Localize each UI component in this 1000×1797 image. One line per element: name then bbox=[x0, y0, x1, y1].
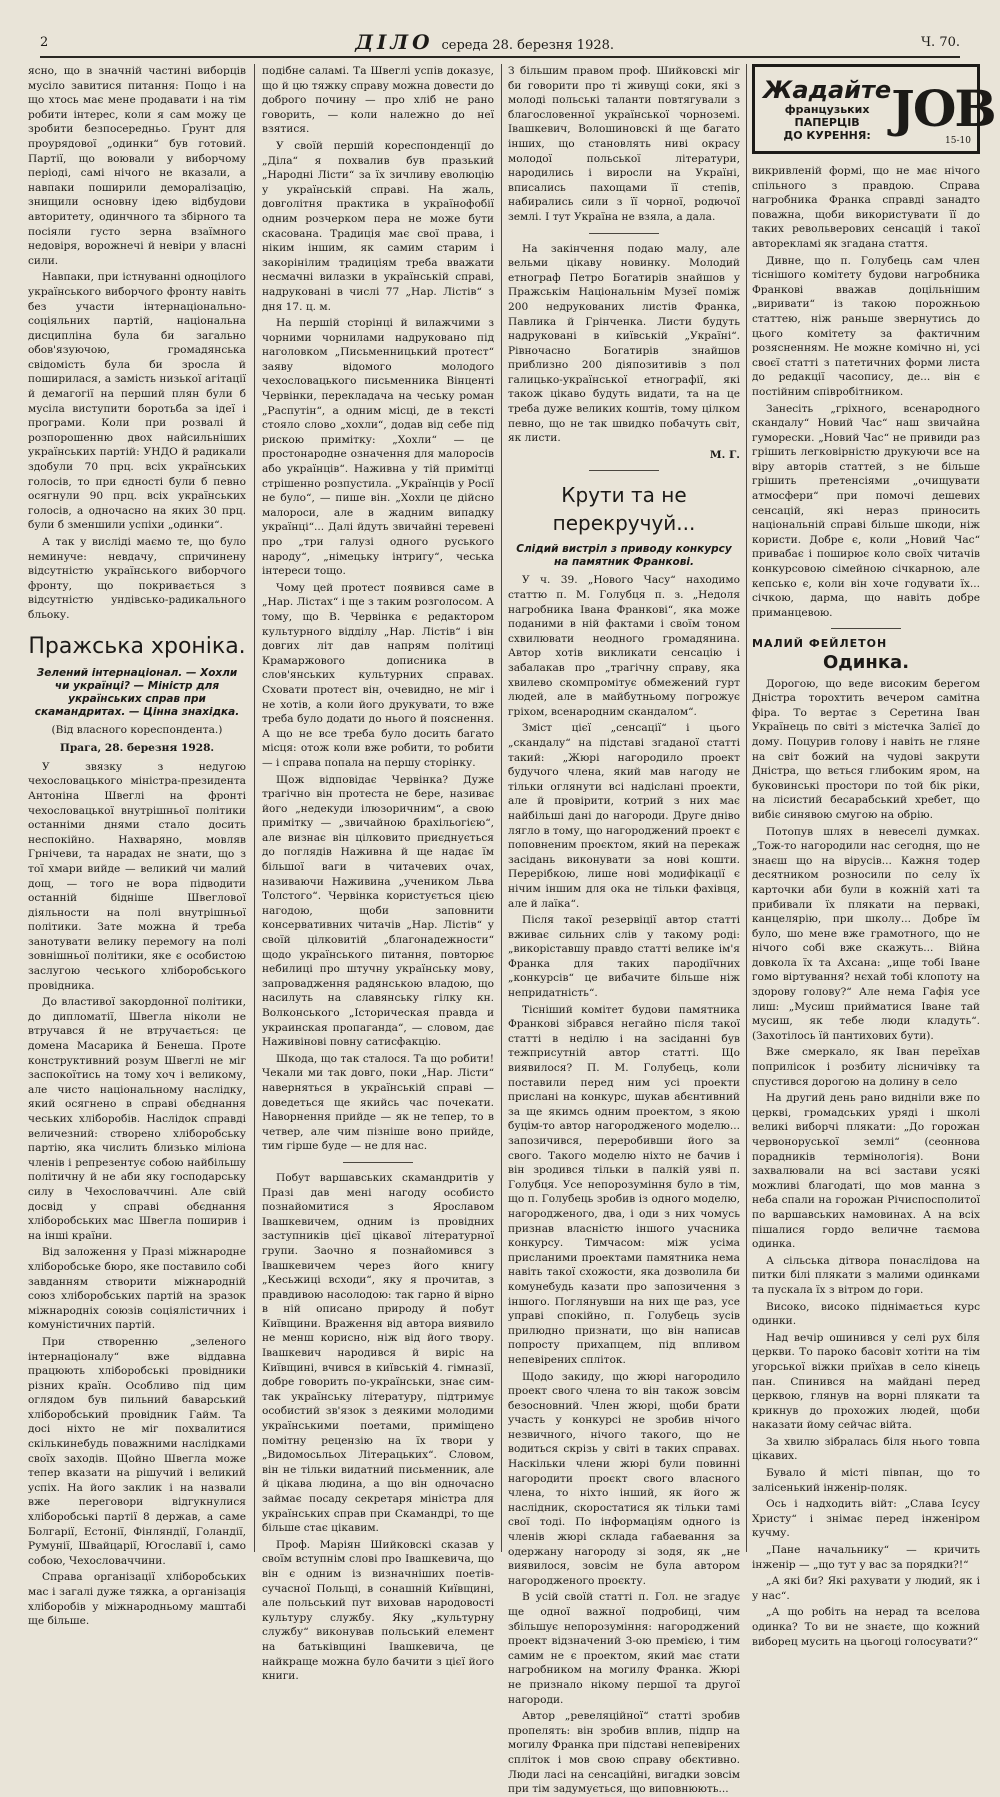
ad-brand-logo: JOB bbox=[891, 78, 995, 138]
paragraph: Навпаки, при істнуванні одноцілого українського виборчого фронту навіть без участи інтернаціонально-соціяльних партій, національна дисципліна була би загально обов'язуючою, громадянська свідомість була би зросла й поширилася, а замість низької агітації й демагогії на перший плян були б мусіла виступити боротьба за ідеї і програми. Коли при розвалі й розпорошенню двох найсильніших українських партій: УНДО й радикали здобули 70 прц. всіх українських голосів, то при єдності були б певно осягнули 90 прц. всіх українських голосів, а одночасно на яких 30 прц. були б зменшили успіхи „одинки“. bbox=[28, 271, 246, 532]
paragraph: На другий день рано видніли вже по церкві, громадських уряді і школі великі виборчі плякати: „До горожан червоноруської землі“ (сеоннова порадників термінологія). Вони захвалювали на всі застави усякі можливі благодаті, що мов манна з неба спали на горожан Річиспосполитої по варшавських намовинах. А на всіх пішалися гордо величне таємова одинка. bbox=[752, 1092, 980, 1251]
paragraph: ясно, що в значній частині виборців мусіло завитися питання: Пощо і на що хтось має мене продавати і на тім робити інтерес, коли я сам можу це зробити безпосередньо. Ґрунт для проурядової „одинки“ був готовий. Партії, що воювали у виборчому періоді, самі нічого не вказали, а навпаки поширили деморалізацію, знищили основну ідею відбудови авторитету, одинчного та збірного та посіяли густо зерна взаїмного недовіря, ворожнечі й невіри у власні сили. bbox=[28, 65, 246, 267]
section-divider bbox=[831, 628, 901, 629]
paragraph: Вже смеркало, як Іван переїхав поприлісок і розбиту лісничівку та спустився дорогою на долину в село bbox=[752, 1046, 980, 1088]
paragraph: Автор „ревеляційної“ статті зробив пропелять: він зробив вплив, підпр на могилу Франка при підставі непевірених спліток і мов свою справу обєктивно. Люди ласі на сенсаційні, вигадки зовсім при тім задумується, що виповнюють... bbox=[508, 1710, 740, 1796]
ad-text bbox=[763, 77, 891, 142]
paragraph: За хвилю зібралась біля нього товпа цікавих. bbox=[752, 1435, 980, 1463]
paragraph: Дорогою, що веде високим берегом Дністра торохтить вечером самітна фіра. То вертає з Серетина Іван Українець по світі з містечка Залієї до дому. Поцурив голову і навіть не гляне на світ божий на чудові закрути Дністра, що вється глибоким яром, на буковинські простори по той бік ріки, на лісистий бесарабський хребет, що вибіє синявою смугою на обрію. bbox=[752, 677, 980, 821]
issue-number: Ч. 70. bbox=[921, 34, 960, 50]
paragraph: „Пане начальнику“ — кричить інженір — „що тут у вас за порядки?!“ bbox=[752, 1544, 980, 1571]
paragraph: З більшим правом проф. Шийковскі міг би говорити про ті живущі соки, які з молоді польські таланти повтягували з благословенної української чорноземі. Івашкевич, Волошиновскі й ще багато інших, що становлять ниві окрасу молодої польської літератури, народились і виросли на Україні, вписались пахощами її степів, набирались сили з її чорної, родючої землі. І тут Україна не взяла, а дала. bbox=[508, 65, 740, 223]
section-divider bbox=[343, 1162, 413, 1163]
paragraph: Від заложення у Празі міжнародне хліборобське бюро, яке поставило собі завданням створити міжнародній союз хліборобських партій на зразок міжнародніх союзів соціялістичних і комуністичних партій. bbox=[28, 1246, 246, 1332]
newspaper-title: ДІЛО bbox=[355, 30, 434, 54]
paragraph: „А які би? Які рахувати у людий, як і у нас“. bbox=[752, 1575, 980, 1602]
paragraph: Над вечір ошинився у селі рух біля церкви. То пароко басовіт хотіти на тім угорської віжки приїхав в село кінець пан. Спинився на майдані перед церквою, глянув на ворні плякати та крикнув до прохожих людей, щоби наказати йому сейчас війта. bbox=[752, 1331, 980, 1432]
paragraph: На першій сторінці й вилажчими з чорними чорнилами надруковано під наголовком „Письменницький протест“ заяву відомого молодого чехословацького письменника Вінценті Червінки, перекладача на чеську роман „Распутін“, а одним місці, де в тексті стояло слово „хохли“, додав від себе під рискою примітку: „Хохли“ — це простонародне означення для малоросів або українців“. Наживна у тій примітці стрішенно розпустила. „Українців у Росії не було“, — пише він. „Хохли це дійсно малороси, але в жадним випадку українці“... Далі йдуть звичайні теревені про „три галузі одного руського народу“, „німецьку інтригу“, чеська інтереси тощо. bbox=[262, 317, 494, 578]
masthead bbox=[40, 28, 960, 58]
paragraph: Дивне, що п. Голубець сам член тіснішого комітету будови нагробника Франкові вважав доцільнішим „виривати“ із такою порожньою статтею, ніж раньше звернутись до цього комітету за фактичним розясненням. Не можне комічно ні, усі своєї статті з патетичних форми листа до редакції часопису, де... він є постійним співробітником. bbox=[752, 254, 980, 398]
paragraph: Занесіть „гріхного, всенародного скандалу“ Новий Час“ наш звичайна гуморески. „Новий Час“ не привиди раз грішить легковірністю друкуючи все на віру авторів статтей, з не більше грішить претенсіями „очищувати атмосфери“ при помочі дешевих сенсацій, які нераз приносить національній справі більше шкоди, ніж користи. Добре є, коли „Новий Час“ привабає і поширює коло своїх читачів конкурсовою сімейною січкарною, але кепсько є, коли він хоче годувати їх... січкою, дарма, що навіть добре приманцевою. bbox=[752, 402, 980, 619]
dateline: Прага, 28. березня 1928. bbox=[59, 742, 215, 755]
section-divider bbox=[589, 233, 659, 234]
paragraph: викривленій формі, що не має нічого спільного з правдою. Справа нагробника Франка справді занадто поважна, щоби використувати її до таких револьверових сенсацій і такої авторекламі як згадана стаття. bbox=[752, 165, 980, 250]
paragraph: У звязку з недугою чехословацького міністра-президента Антоніна Швеглі на фронті чехословацької внутрішньої політики останніми днями стало досить неспокійно. Нахваряно, мовляв Грнічеви, та нарадах не знати, що з тої хмари вийде — великий чи малий дощ, — того не вора підводити останній бідніше Швеглової діяльности на полі внутрішньої політики. Зате можна й треба занотувати велику перемогу на полі зовнішньої політики, яке є особистою заслугою чеського хліборобського провідника. bbox=[28, 760, 246, 992]
column-3 bbox=[508, 64, 740, 1796]
paragraph: На закінчення подаю малу, але вельми цікаву новинку. Молодий етнограф Петро Богатирів знайшов у Пражськім Національнім Музеї поміж 200 недрукованих листів Франка, Павлика й Грінченка. Листи будуть надруковані в київській „Україні“. Рівночасно Богатирів знайшов приблизно 200 діяпозитивів з пол галицько-української етнографії, які також цікаво будуть видати, та на це треба дуже великих коштів, тому цілком певно, що не так швидко побачуть світ, як листи. bbox=[508, 242, 740, 445]
paragraph: Чому цей протест появився саме в „Нар. Лістах“ і ще з таким розголосом. А тому, що В. Червінка є редактором культурного відділу „Нар. Лістів“ і він довгих літ дав напрям політиці Крамаржового дописника в слов'янських культурних справах. Сховати протест він, очевидно, не міг і не хотів, а коли його друкувати, то вже треба було додати до нього й пояснення. А що не все треба було досить багато місця: отож коли вже робити, то робити — і справа попала на першу сторінку. bbox=[262, 581, 494, 769]
column-rule bbox=[746, 64, 747, 1552]
ad-line: ПАПЕРЦІВ bbox=[794, 115, 860, 129]
paragraph: Бувало й місті півпан, що то залісенький інженір-поляк. bbox=[752, 1467, 980, 1494]
section-divider bbox=[589, 470, 659, 471]
issue-date: середа 28. березня 1928. bbox=[441, 38, 615, 53]
ad-line: французьких bbox=[784, 102, 870, 116]
correspondent-note: (Від власного кореспондента.) bbox=[51, 723, 223, 736]
signature: М. Г. bbox=[709, 448, 740, 461]
paragraph: До властивої закордонної політики, до дипломатії, Швегла ніколи не втручався й не втручається: це домена Масарика й Бенеша. Проте конструктивний розум Швеглі не міг заспокоїтись на тому хоч і великому, але чисто національному наслідку, який осягнено в справі обєднання чеських хліборобів. Наслідок справді величезний: створено хліборобську партію, яка числить близько міліона членів і репрезентує собою найбільшу політичну й не аби яку господарську силу в Чехословаччині. Але свій досвід у справі обєднання хліборобських мас Швегла поширив і на інші країни. bbox=[28, 996, 246, 1242]
chronicle-subtitle: Зелений інтернаціонал. — Хохли чи українці? — Міністр для українських справ при скамандритах. — Цінна знахідка. bbox=[34, 666, 240, 718]
article-headline: Крути та не перекручуй... bbox=[552, 483, 696, 536]
page-number: 2 bbox=[40, 34, 49, 50]
column-2 bbox=[262, 64, 494, 1683]
paragraph: Потопув шлях в невеселі думках. „Тож-то нагородили нас сегодня, що не знаєш що на вірусів... Кажня тодер десятником розносили по селу їх карточки аби були в кожній хаті та прибивали їх плякати на первакі, канцелярію, при школу... Добре їм було, шо мене вже грамотного, що не нічого собі вже скажуть... Війна довкола їх та Ахсана: „ище тобі Іване гомо віртування? нєхай тобі клопоту на здорову голову?“ Але нема Гафія усе лиш: „Мусиш прийматися Іване тай мусиш, як тебе люди кладуть“. (Захотілось їй пантихових бути). bbox=[752, 825, 980, 1042]
paragraph: У своїй першій кореспонденції до „Діла“ я похвалив був празький „Народні Лісти“ за їх зичливу еволюцію у українській справі. На жаль, довголітня практика в українофобії одним розчерком пера не може бути скасована. Традиція має свої права, і ніким іншим, як самим старим і закорінілим традиціям треба вважати несмачні вилазки в українській справі, надруковані в числі 77 „Нар. Лістів“ з дня 17. ц. м. bbox=[262, 139, 494, 313]
column-rule bbox=[501, 64, 502, 1552]
masthead-center bbox=[355, 30, 614, 54]
chronicle-headline: Пражська хроніка. bbox=[28, 633, 246, 659]
paragraph: Щож відповідає Червінка? Дуже трагічно він протеста не бере, називає його „недекуди ілюзоричним“, а свою примітку — „звичайною брахільогією“, але визнає він цілковито приєднується до поглядів Наживна й ще надає їм більшої ваги в читачевих очах, називаючи Наживина „учеником Льва Толстого“. Червінка користується цією нагодою, щоби заповнити консервативних читачів „Нар. Лістів“ у своїй цілковитій „благонадежности“ щодо українського питання, повторює небилиці про штучну українську мову, запровадження радянською владою, що насилуть на славянську гілку кн. Волконського „Історическая правда и украинская пропаганда“, — словом, дає Наживінові повну сатисфакцію. bbox=[262, 773, 494, 1049]
paragraph: Побут варшавських скамандритів у Празі дав мені нагоду особисто познайомитися з Ярославом Івашкевичем, одним із провідних заступників цієї цікавої літературної групи. Заочно я познайомився з Івашкевичем через його книгу „Кесьжиці всходи“, яку я прочитав, з правдивою насолодою: так гарно й вірно в ній описано природу й побут Київщини. Враження від автора виявило не менш корисно, ніж від його твору. Івашкевич народився й виріс на Київщині, вчився в київській 4. гімназії, добре говорить по-українськи, знає сим-так українську літературу, підтримує особистий зв'язок з деякими молодими українськими поетами, приміщено помітну рецензію на їх твори у „Видомосьльох Літерацьких“. Словом, він не тільки видатний письменник, але й цікава людина, а що він одночасно займає посаду секретаря міністра для українських справ при Скамандрі, то ще більше стає цікавим. bbox=[262, 1171, 494, 1535]
paragraph: подібне саламі. Та Швеглі успів доказує, що й цю тяжку справу можна довести до доброго почину — про хліб не рано говорить, — коли належно до неї взятися. bbox=[262, 65, 494, 136]
job-advertisement bbox=[752, 64, 995, 154]
paragraph: При створенню „зеленого інтернаціоналу“ вже віддавна працюють хліборобські провідники різних країн. Особливо під цим оглядом був пильний баварський хліборобський провідник Гайм. Та досі ніхто не міг похвалитися скількинебудь поважними наслідками своїх заходів. Щойно Швегла може тепер вказати на рішучий і великий успіх. На його заклик і на назвали вже переговори відгукнулися хліборобські партії 8 держав, а саме Болгарії, Естонії, Фінляндії, Голандії, Румунії, Швайцарії, Югославії і, само собою, Чехословаччини. bbox=[28, 1335, 246, 1567]
column-1 bbox=[28, 64, 246, 1628]
paragraph: У ч. 39. „Нового Часу“ находимо статтю п. М. Голубця п. з. „Недоля нагробника Івана Франкові“, яка може поданими в ній фактами і своїм тоном схвилювати неодного громадянина. Автор хотів викликати сенсацію і забалакав про „трагічну справу, яка хвилево скомпромітує обмежений гурт людей, але в майбутньому погрожує гріхом, всенародним скандалом“. bbox=[508, 574, 740, 718]
paragraph: Проф. Маріян Шийковскі сказав у своїм вступнім слові про Івашкевича, що він є одним із визначніших поетів-сучасної Польщі, в сонашній Київщині, але польський пут виховав народовості культуру службу. Яку „культурну службу“ виконував польський елемент на батьківщині Івашкевича, це найкраще можна було бачити з цієї його книги. bbox=[262, 1538, 494, 1683]
paragraph: Шкода, що так сталося. Та що робити! Чекали ми так довго, поки „Нар. Лісти“ наверняться в українській справі — доведеться ще якийсь час почекати. Наворнення прийде — як не тепер, то в четвер, але чим пізніше воно прийде, тим гірше буде — не для нас. bbox=[262, 1052, 494, 1153]
ad-headline: Жадайте bbox=[763, 75, 892, 104]
paragraph: В усій своїй статті п. Гол. не згадує ще одної важної подробиці, чим збільшує непорозуміння: нагороджений проект відзначений 3-ою премією, і тим самим не є проектом, який має стати нагробником на могилу Франка. Жюрі не признало нікому першої та другої нагороди. bbox=[508, 1591, 740, 1706]
paragraph: Високо, високо піднімається курс одинки. bbox=[752, 1300, 980, 1328]
paragraph: „А що робіть на нерад та вселова одинка? То ви не знаєте, що кожний виборец мусить на цьогоці голосувати?“ bbox=[752, 1606, 980, 1648]
column-rule bbox=[254, 64, 255, 1552]
column-4 bbox=[752, 64, 995, 1648]
paragraph: Щодо закиду, що жюрі нагородило проект свого члена то він також зовсім безосновний. Член жюрі, щоби брати участь у конкурсі не зробив нічого незвичного, нічого такого, що не водиться скрізь у світі в таких справах. Наскільки члени жюрі були повинні нагородити проєкт свого власного члена, то ніхто інший, як його ж наслідник, скоростатися як тільки тамі свої тоді. По інформаціям одного із членів жюрі склада габаевання за одержану нагороду зі зодя, як „не виявилося, зовсім не була автором нагородженого проєкту. bbox=[508, 1370, 740, 1587]
paragraph: Тісніший комітет будови памятника Франкові зібрався негайно після такої статті в неділю і на засіданні був тежприсутній автор статті. Що виявилося? П. М. Голубець, коли поставили перед ним усі проекти прислані на конкурс, шукав абєнтивний за ще якимсь одним проектом, з якою буцім-то автор нагородженого моделю... запозичився, переробивши його за свого. Такого моделю ніхто не бачив і він зродився тільки в палкій уяві п. Голубця. Усе непорозуміння було в тім, що п. Голубець зробив із одного моделю, нагородженого, два, і оди з них чомусь признав власністю іншого учасника конкурсу. Тимчасом: між усіма присланими проектами памятника нема навіть такої схожости, яка дозволила би комунебудь казати про запозичення з іншого. Поглянувши на них ще раз, усе управі спокійно, п. Голубець зусів прилюдно признати, що він написав попросту прихапцем, під впливом непевірених спліток. bbox=[508, 1003, 740, 1366]
ad-code: 15-10 bbox=[945, 136, 971, 147]
paragraph: Після такої резервіції автор статті вживає сильних слів у такому роді: „викоріставшу правдо статті велике ім'я Франка для таких пародіїчних „конкурсів“ це вибачите більше ніж непридатність“. bbox=[508, 914, 740, 1000]
paragraph: Справа організації хліборобських мас і загалі дуже тяжка, а організація хліборобів у міжнародньому маштабі ще більше. bbox=[28, 1571, 246, 1628]
feuilleton-title: Одинка. bbox=[822, 652, 910, 673]
paragraph: Зміст цієї „сенсації“ і цього „скандалу“ на підставі згаданої статті такий: „Жюрі нагородило проект будучого члена, який мав нагоду не тільки оглянути всі надіслані проекти, але й провірити, котрий з них має найбільші дані до нагороди. Друге дніво лягло в тому, що нагороджений проект є поповненим проєктом, який на перекаж засідань виконувати за нові кошти. Перерібкою, лише нові модифікації є нічим іншим для ока не тільки фахівця, але й лаїка“. bbox=[508, 722, 740, 910]
paragraph: Ось і надходить війт: „Слава Ісусу Христу“ і знімає перед інженіром кучму. bbox=[752, 1498, 980, 1540]
ad-line: ДО КУРЕННЯ: bbox=[783, 128, 871, 142]
article-subtitle: Слідий вистріл з приводу конкурсу на памятник Франкові. bbox=[516, 543, 732, 569]
feuilleton-label: МАЛИЙ ФЕЙЛЕТОН bbox=[752, 637, 888, 651]
paragraph: А так у висліді маємо те, що було неминуче: невдачу, спричинену відсутністю українського виборчого фронту, що покривається з відсутністю ундівсько-радикального бльоку. bbox=[28, 536, 246, 621]
paragraph: А сільська дітвора понаслідова на питки білі плякати з малими одинками та пускала їх з вітром до гори. bbox=[752, 1254, 980, 1296]
